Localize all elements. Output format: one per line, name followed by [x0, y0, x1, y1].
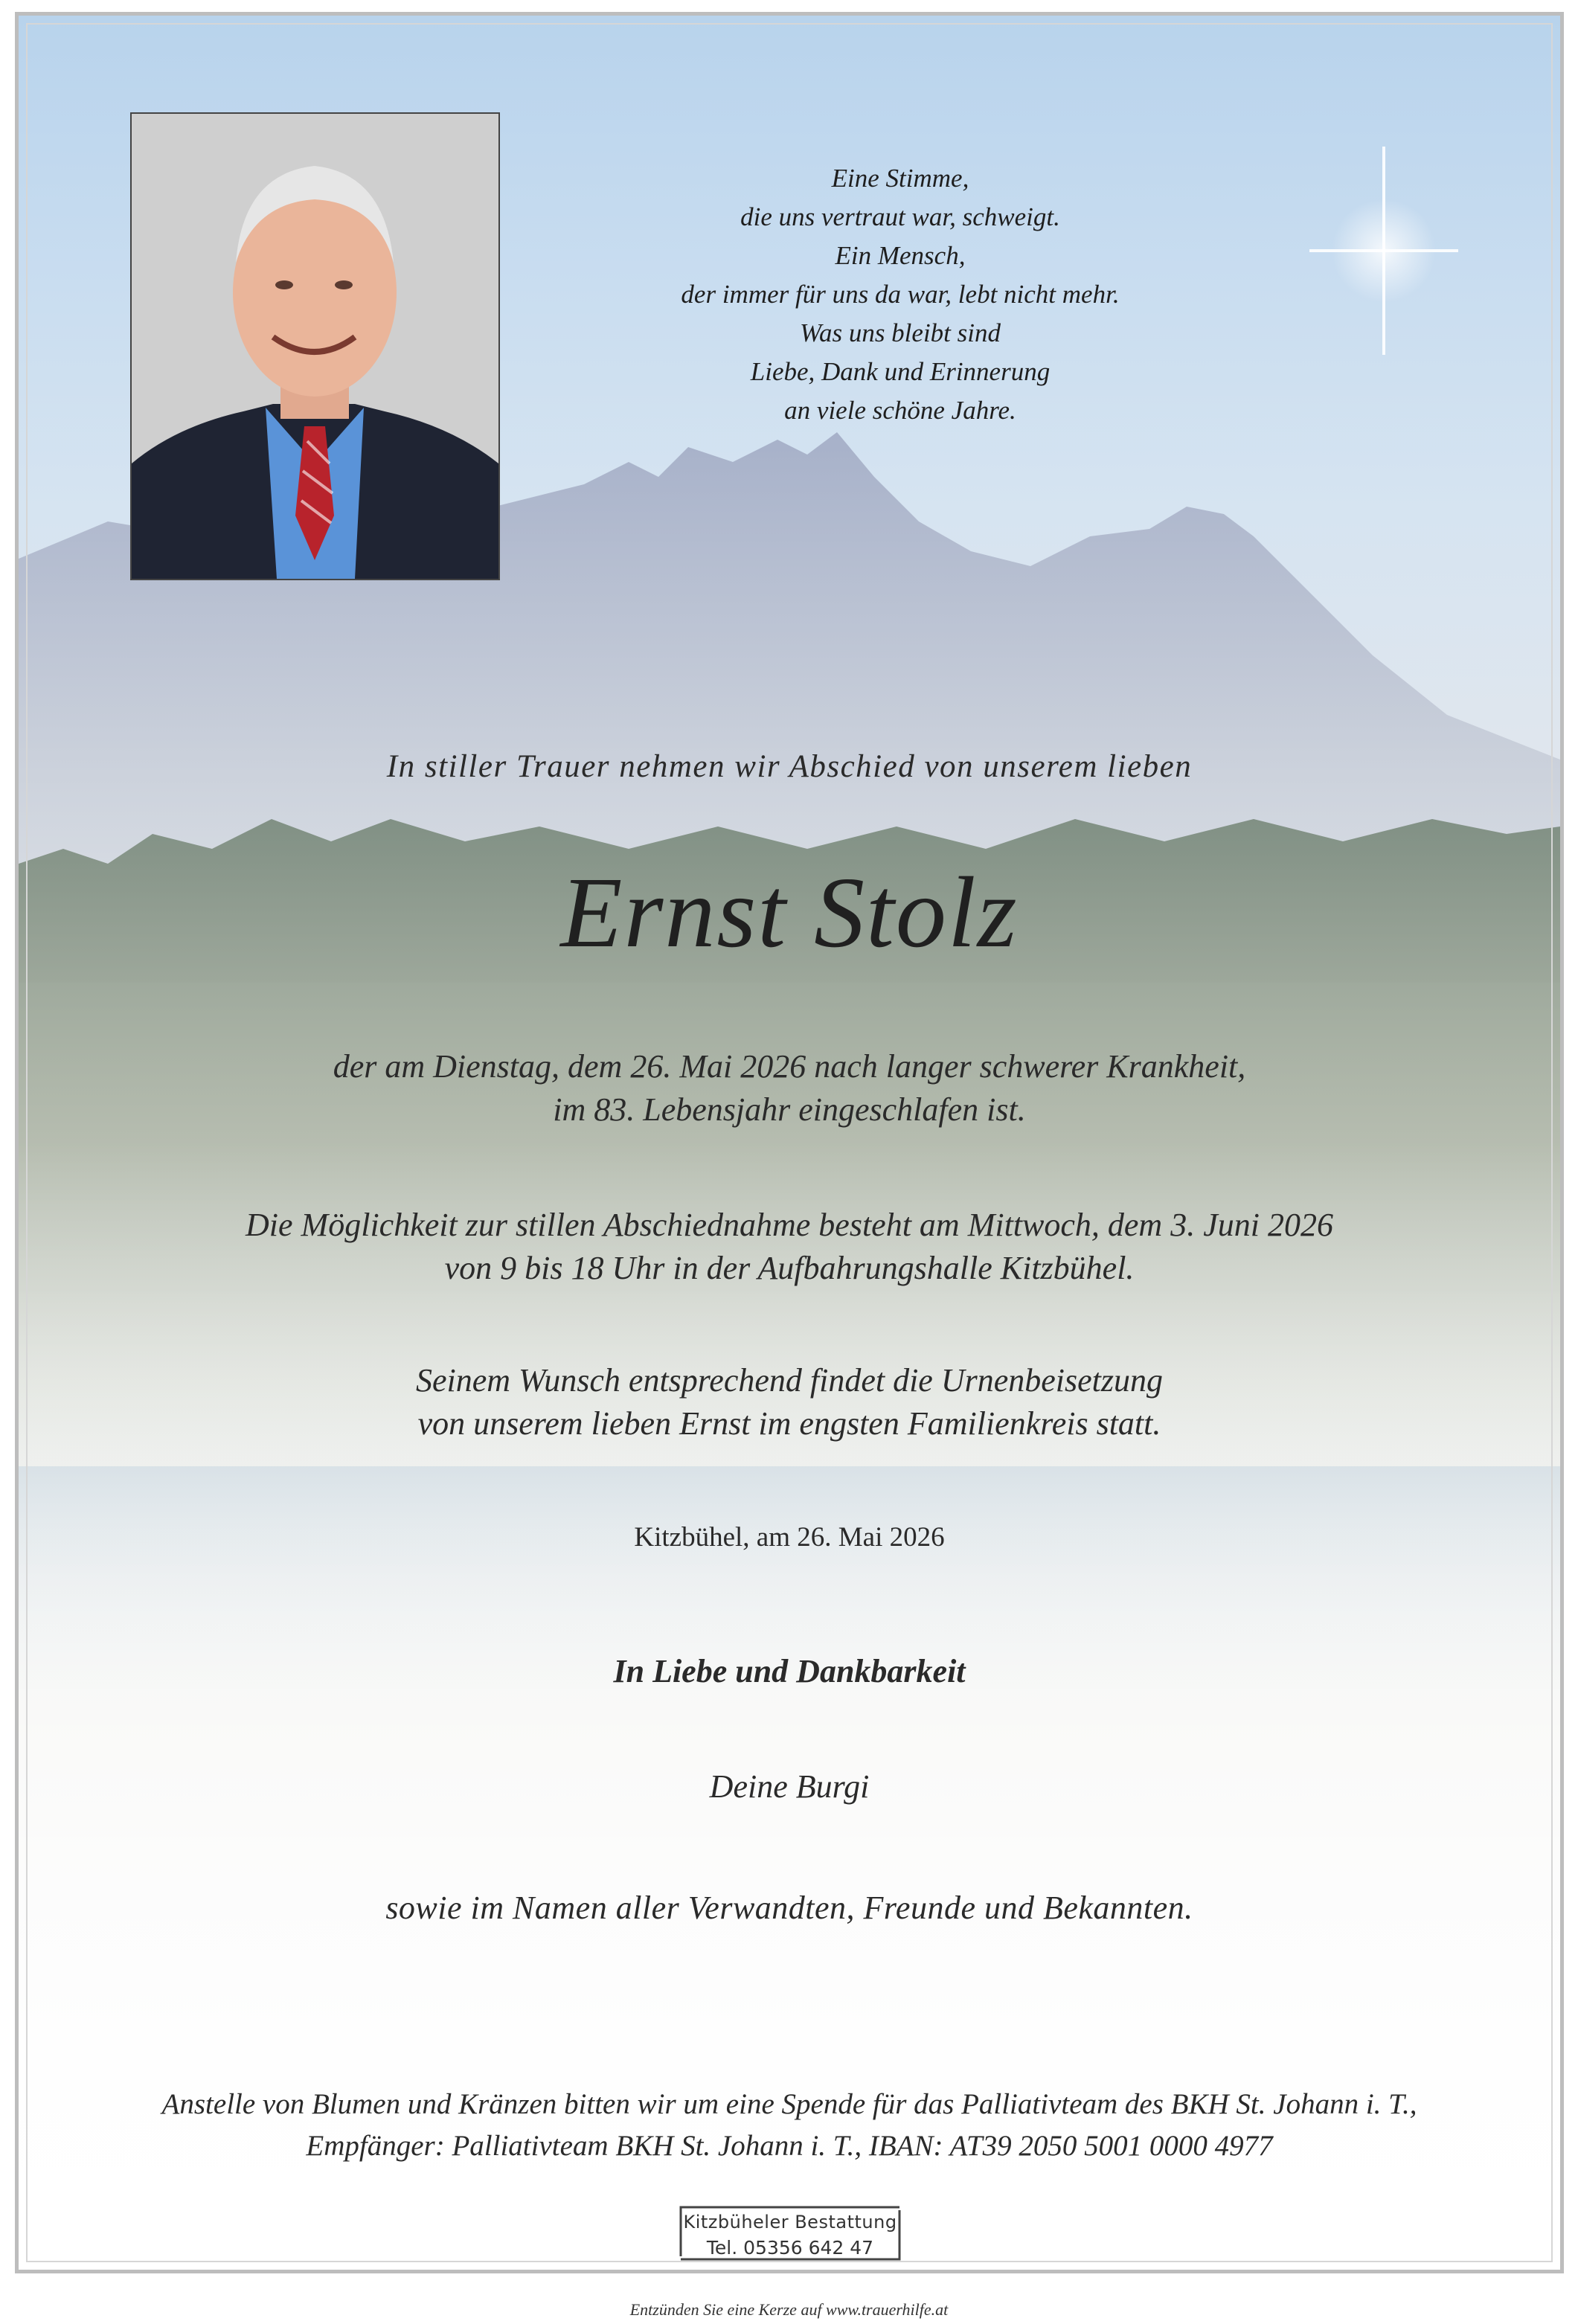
donation-line: Anstelle von Blumen und Kränzen bitten wir um eine Spende für das Palliativteam des BKH St. Johann i. T.,: [161, 2088, 1417, 2120]
death-notice-line: im 83. Lebensjahr eingeschlafen ist.: [553, 1091, 1026, 1128]
verse-line: Eine Stimme,: [831, 164, 969, 193]
funeral-home-logo: [676, 2203, 904, 2264]
burial-line: von unserem lieben Ernst im engsten Familienkreis statt.: [417, 1405, 1161, 1442]
others-line: sowie im Namen aller Verwandten, Freunde und Bekannten.: [385, 1890, 1193, 1926]
funeral-home-phone: Tel. 05356 642 47: [706, 2237, 874, 2259]
portrait-illustration: [132, 114, 498, 579]
verse-line: die uns vertraut war, schweigt.: [740, 202, 1060, 231]
donation-line: Empfänger: Palliativteam BKH St. Johann i. T., IBAN: AT39 2050 5001 0000 4977: [306, 2130, 1273, 2162]
farewell-info: [19, 1204, 1560, 1290]
memorial-verse: [584, 159, 1216, 430]
deceased-name: Ernst Stolz: [560, 857, 1019, 969]
farewell-line: Die Möglichkeit zur stillen Abschiednahme besteht am Mittwoch, dem 3. Juni 2026: [246, 1207, 1333, 1243]
intro-text: In stiller Trauer nehmen wir Abschied von unserem lieben: [386, 749, 1193, 784]
verse-line: an viele schöne Jahre.: [784, 396, 1016, 425]
verse-line: Liebe, Dank und Erinnerung: [750, 357, 1051, 386]
thanks-heading: In Liebe und Dankbarkeit: [613, 1653, 966, 1689]
funeral-home-name: Kitzbüheler Bestattung: [683, 2212, 897, 2232]
burial-line: Seinem Wunsch entsprechend findet die Urnenbeisetzung: [415, 1362, 1164, 1399]
obituary-card: [15, 12, 1564, 2273]
death-notice: [19, 1045, 1560, 1131]
farewell-line: von 9 bis 18 Uhr in der Aufbahrungshalle Kitzbühel.: [444, 1250, 1135, 1286]
place-date: Kitzbühel, am 26. Mai 2026: [634, 1522, 945, 1553]
death-notice-line: der am Dienstag, dem 26. Mai 2026 nach langer schwerer Krankheit,: [333, 1048, 1246, 1085]
signature: Deine Burgi: [709, 1768, 870, 1805]
verse-line: Ein Mensch,: [835, 241, 966, 270]
portrait-photo: [130, 112, 500, 580]
verse-line: der immer für uns da war, lebt nicht mehr.: [681, 280, 1120, 309]
verse-line: Was uns bleibt sind: [800, 318, 1001, 347]
candle-link[interactable]: Entzünden Sie eine Kerze auf www.trauerhilfe.at: [629, 2300, 949, 2319]
burial-info: [19, 1359, 1560, 1445]
donation-request: [19, 2084, 1560, 2167]
